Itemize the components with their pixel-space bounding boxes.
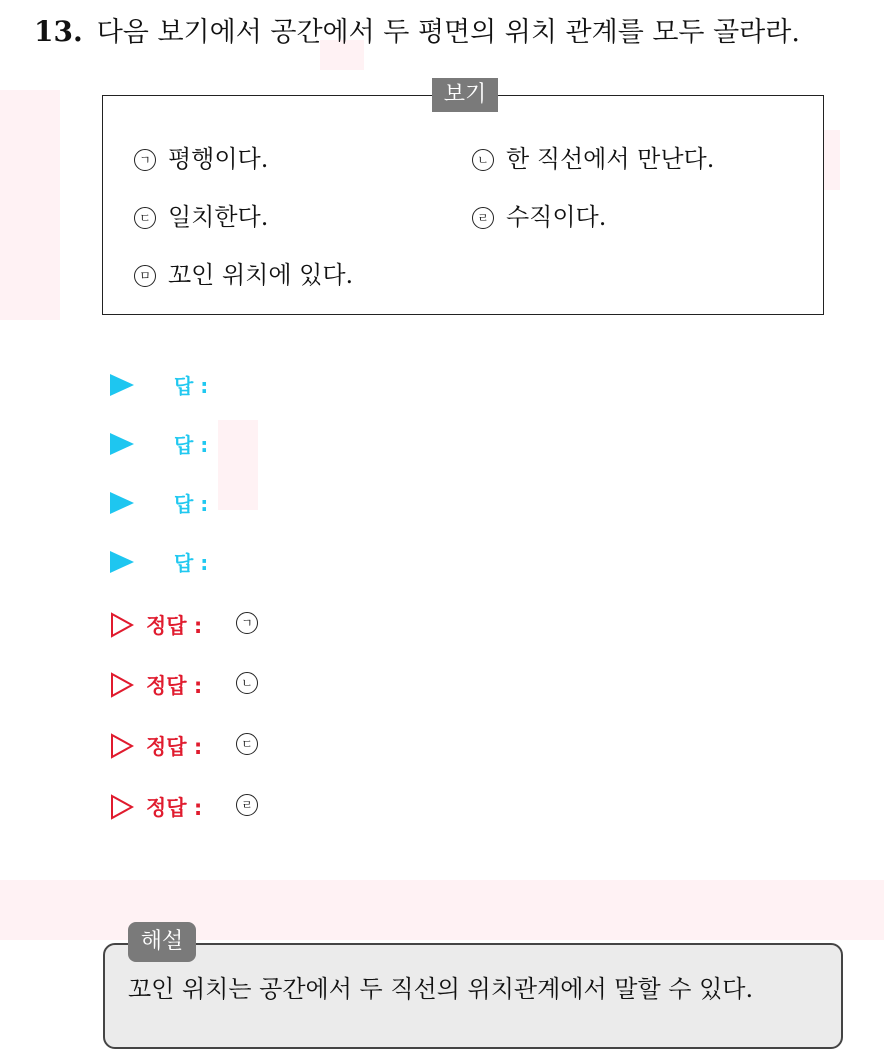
outline-triangle-icon: [110, 794, 134, 820]
correct-value: [236, 612, 258, 634]
circled-mark: ㄴ: [472, 149, 494, 171]
outline-triangle-icon: [110, 672, 134, 698]
question: [34, 14, 800, 51]
circled-mark: ㄷ: [134, 207, 156, 229]
filled-triangle-icon: [110, 551, 134, 573]
choice-text: 꼬인 위치에 있다.: [168, 261, 354, 289]
outline-triangle-icon: [110, 733, 134, 759]
circled-mark: ㅁ: [134, 265, 156, 287]
filled-triangle-icon: [110, 433, 134, 455]
question-text: 다음 보기에서 공간에서 두 평면의 위치 관계를 모두 골라라.: [96, 17, 800, 48]
correct-value: [236, 733, 258, 755]
correct-label: 정답 :: [146, 674, 203, 698]
correct-value: [236, 794, 258, 816]
choice-text: 한 직선에서 만난다.: [506, 145, 715, 173]
correct-label: 정답 :: [146, 796, 203, 820]
choice-text: 일치한다.: [168, 203, 269, 231]
choice-item: [472, 201, 606, 233]
background-tint: [0, 90, 60, 320]
circled-mark: ㄷ: [236, 733, 258, 755]
question-number: 13.: [34, 15, 83, 48]
explanation-text: 꼬인 위치는 공간에서 두 직선의 위치관계에서 말할 수 있다.: [128, 975, 754, 1003]
filled-triangle-icon: [110, 374, 134, 396]
answer-label: 답 :: [174, 433, 209, 457]
background-tint: [218, 420, 258, 510]
correct-label: 정답 :: [146, 614, 203, 638]
circled-mark: ㄹ: [472, 207, 494, 229]
outline-triangle-icon: [110, 612, 134, 638]
circled-mark: ㄹ: [236, 794, 258, 816]
circled-mark: ㄱ: [134, 149, 156, 171]
choice-text: 평행이다.: [168, 145, 269, 173]
correct-label: 정답 :: [146, 735, 203, 759]
answer-label: 답 :: [174, 374, 209, 398]
choice-text: 수직이다.: [506, 203, 607, 231]
choice-item: [134, 259, 353, 291]
correct-value: [236, 672, 258, 694]
circled-mark: ㄴ: [236, 672, 258, 694]
bogi-title: 보기: [432, 78, 498, 112]
choice-item: [134, 201, 268, 233]
answer-label: 답 :: [174, 492, 209, 516]
filled-triangle-icon: [110, 492, 134, 514]
explanation-title: 해설: [128, 922, 196, 962]
circled-mark: ㄱ: [236, 612, 258, 634]
answer-label: 답 :: [174, 551, 209, 575]
choice-item: [472, 143, 714, 175]
choice-item: [134, 143, 268, 175]
